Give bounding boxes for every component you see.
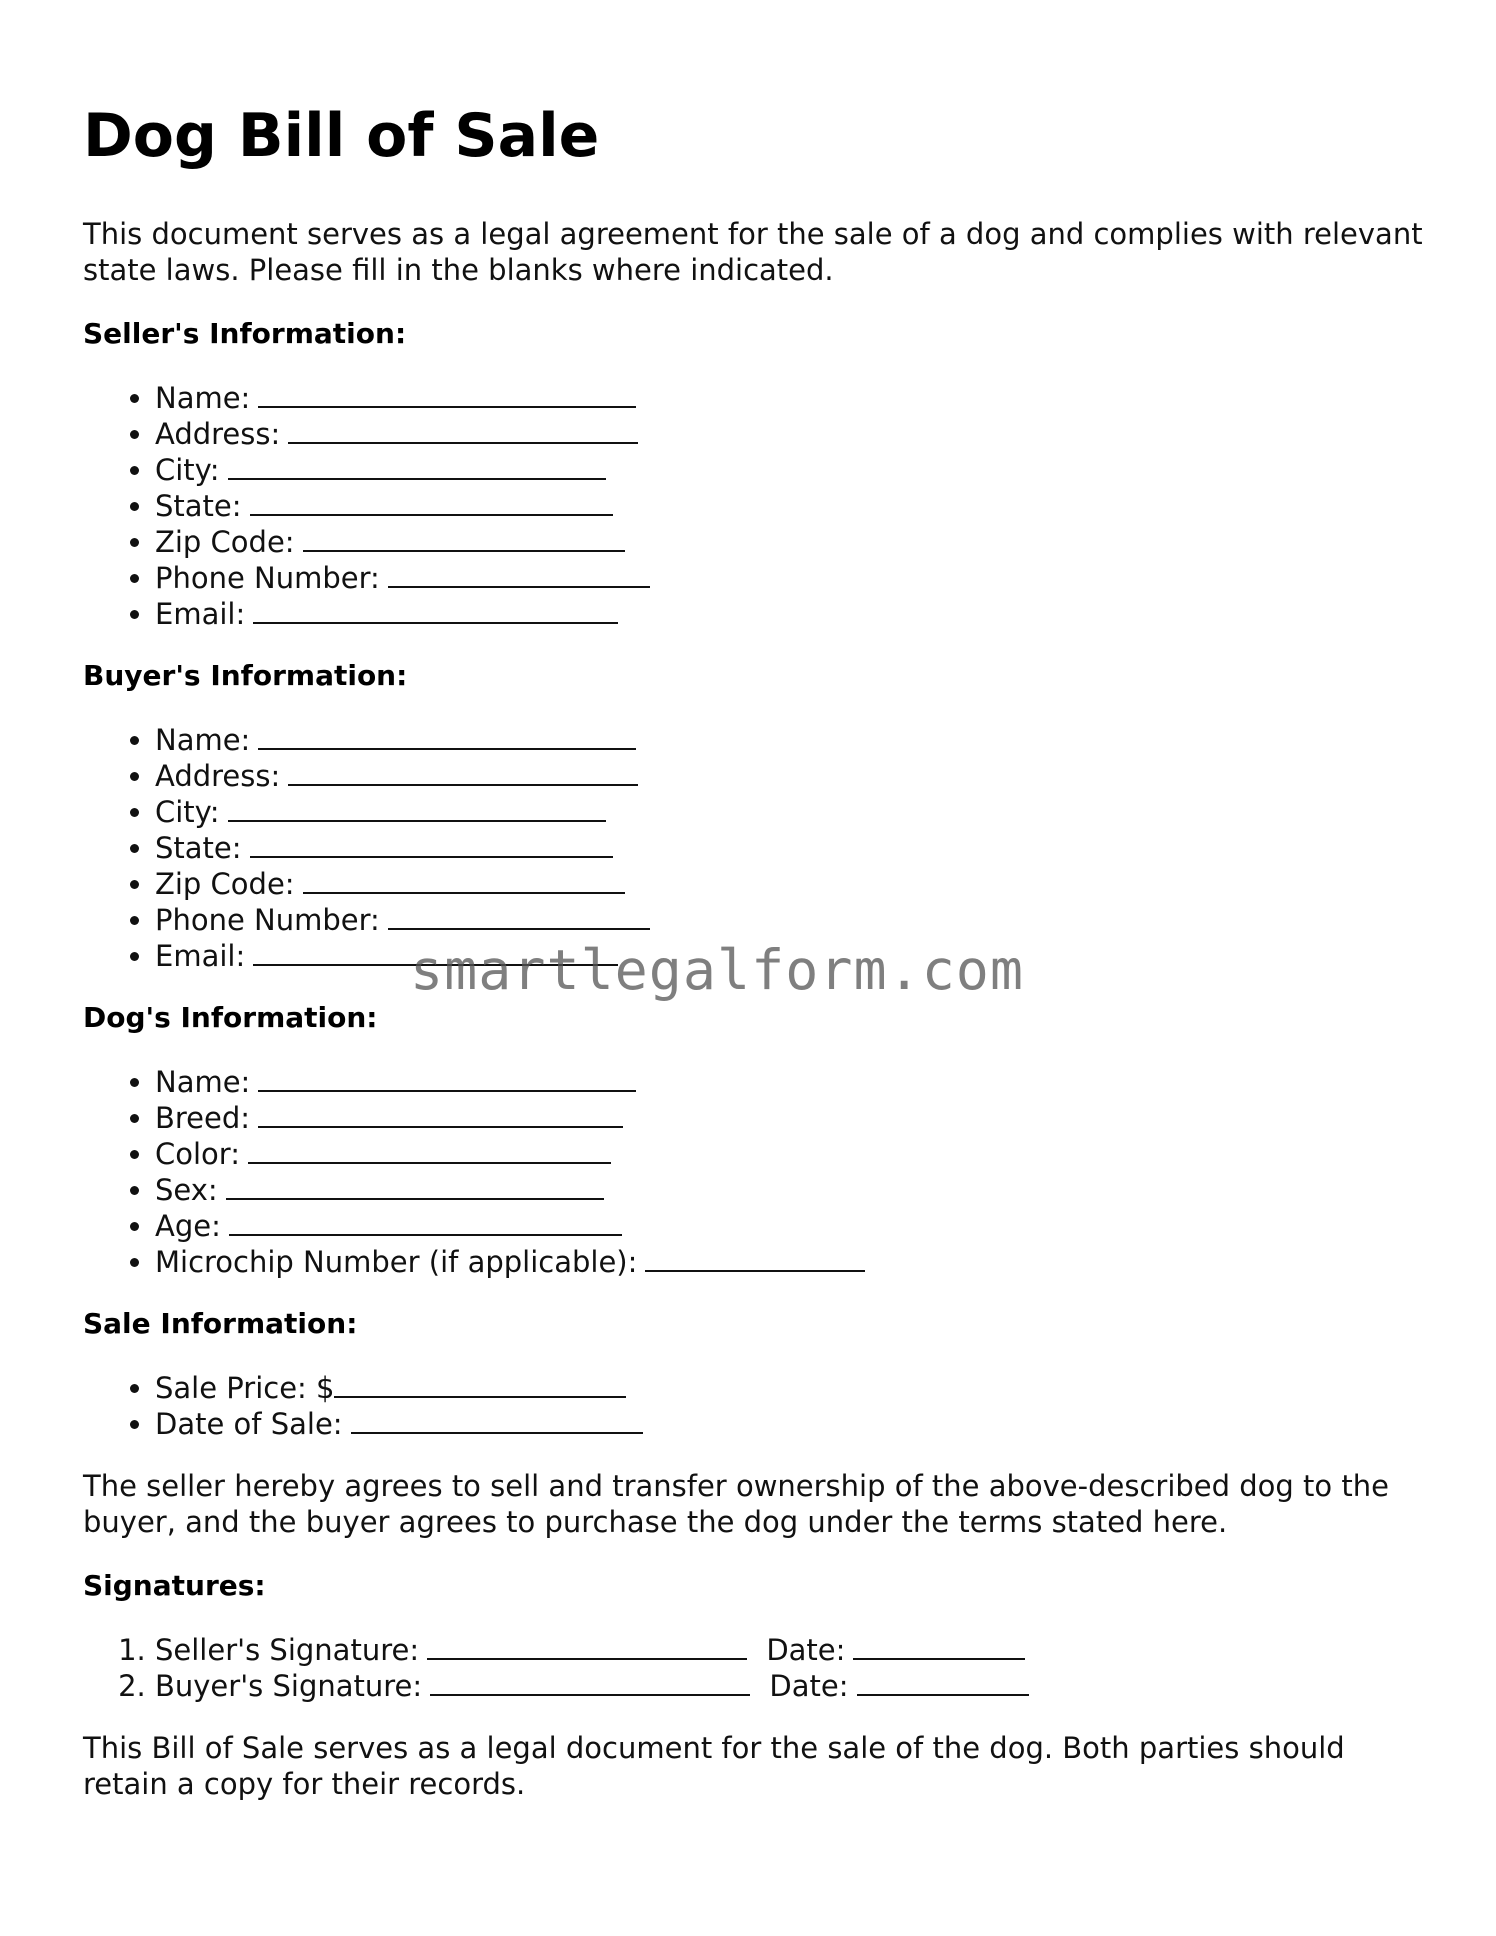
sale-price-blank[interactable]: [334, 1370, 626, 1398]
dog-age-blank[interactable]: [229, 1208, 622, 1236]
seller-zip-field: • Zip Code:: [155, 524, 1423, 560]
dog-sex-field: • Sex:: [155, 1172, 1423, 1208]
buyer-city-blank[interactable]: [228, 794, 606, 822]
buyer-signature-blank[interactable]: [430, 1668, 750, 1696]
dog-fields-list: [83, 1064, 1423, 1280]
watermark-text: smartlegalform.com: [410, 938, 1025, 1002]
dog-name-field: • Name:: [155, 1064, 1423, 1100]
buyer-name-field: • Name:: [155, 722, 1423, 758]
buyer-email-field: • Email:: [155, 938, 1423, 974]
seller-name-blank[interactable]: [258, 380, 636, 408]
sale-fields-list: [83, 1370, 1423, 1442]
buyer-signature-date-blank[interactable]: [857, 1668, 1029, 1696]
dog-color-blank[interactable]: [248, 1136, 611, 1164]
seller-fields-list: [83, 380, 1423, 632]
buyer-phone-field: • Phone Number:: [155, 902, 1423, 938]
dog-sex-blank[interactable]: [226, 1172, 604, 1200]
seller-address-blank[interactable]: [288, 416, 638, 444]
buyer-address-blank[interactable]: [288, 758, 638, 786]
buyer-name-blank[interactable]: [258, 722, 636, 750]
signatures-section-heading: Signatures:: [83, 1569, 266, 1602]
seller-signature-blank[interactable]: [427, 1632, 747, 1660]
sale-date-field: • Date of Sale:: [155, 1406, 1423, 1442]
buyer-state-blank[interactable]: [250, 830, 613, 858]
seller-city-field: • City:: [155, 452, 1423, 488]
dog-breed-field: • Breed:: [155, 1100, 1423, 1136]
seller-section-heading: Seller's Information:: [83, 317, 407, 350]
buyer-address-field: • Address:: [155, 758, 1423, 794]
buyer-zip-blank[interactable]: [303, 866, 625, 894]
seller-state-blank[interactable]: [250, 488, 613, 516]
sale-price-field: • Sale Price: $: [155, 1370, 1423, 1406]
seller-email-blank[interactable]: [253, 596, 618, 624]
dog-color-field: • Color:: [155, 1136, 1423, 1172]
seller-name-field: • Name:: [155, 380, 1423, 416]
agreement-paragraph: The seller hereby agrees to sell and transfer ownership of the above-described dog to the buyer, and the buyer agrees to purchase the dog under the terms stated here.: [83, 1469, 1389, 1539]
document-title: Dog Bill of Sale: [83, 101, 600, 171]
buyer-signature-line: 2. Buyer's Signature: Date:: [155, 1668, 1423, 1704]
seller-email-field: • Email:: [155, 596, 1423, 632]
seller-zip-blank[interactable]: [303, 524, 625, 552]
dog-breed-blank[interactable]: [258, 1100, 623, 1128]
seller-signature-date-blank[interactable]: [853, 1632, 1025, 1660]
dog-microchip-field: • Microchip Number (if applicable):: [155, 1244, 1423, 1280]
buyer-section-heading: Buyer's Information:: [83, 659, 408, 692]
buyer-zip-field: • Zip Code:: [155, 866, 1423, 902]
seller-phone-blank[interactable]: [388, 560, 650, 588]
closing-paragraph: This Bill of Sale serves as a legal document for the sale of the dog. Both parties should retain a copy for their records.: [83, 1731, 1345, 1801]
seller-signature-line: 1. Seller's Signature: Date:: [155, 1632, 1423, 1668]
signatures-list: [83, 1632, 1423, 1704]
buyer-fields-list: [83, 722, 1423, 974]
dog-age-field: • Age:: [155, 1208, 1423, 1244]
seller-state-field: • State:: [155, 488, 1423, 524]
seller-address-field: • Address:: [155, 416, 1423, 452]
buyer-phone-blank[interactable]: [388, 902, 650, 930]
intro-paragraph: This document serves as a legal agreement for the sale of a dog and complies with relevant state laws. Please fill in the blanks where indicated.: [83, 217, 1423, 287]
sale-section-heading: Sale Information:: [83, 1307, 358, 1340]
buyer-state-field: • State:: [155, 830, 1423, 866]
dog-section-heading: Dog's Information:: [83, 1001, 378, 1034]
seller-city-blank[interactable]: [228, 452, 606, 480]
dog-microchip-blank[interactable]: [645, 1244, 865, 1272]
sale-date-blank[interactable]: [351, 1406, 643, 1434]
dog-name-blank[interactable]: [258, 1064, 636, 1092]
buyer-city-field: • City:: [155, 794, 1423, 830]
seller-phone-field: • Phone Number:: [155, 560, 1423, 596]
